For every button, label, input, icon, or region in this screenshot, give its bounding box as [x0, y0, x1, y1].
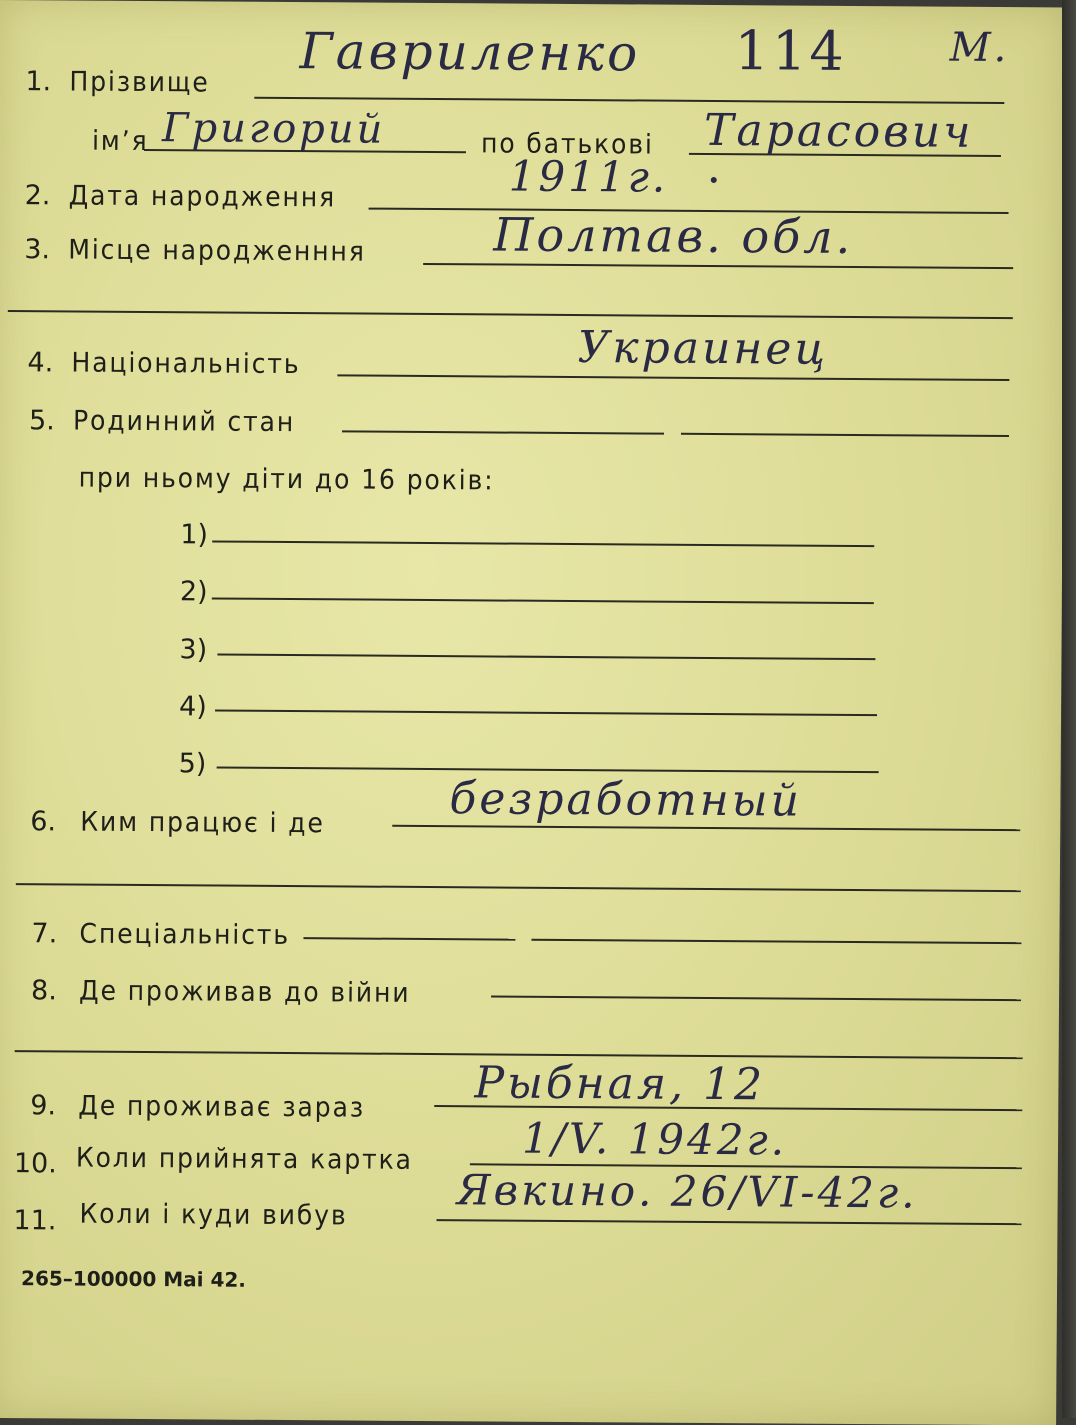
q1-label: Прізвище — [69, 66, 210, 99]
child-line-1 — [212, 540, 874, 547]
q11-value: Явкино. 26/VI-42г. — [456, 1165, 918, 1218]
child-label-1: 1) — [180, 519, 209, 551]
q11-number: 11. — [13, 1205, 57, 1237]
q1-number: 1. — [25, 66, 52, 98]
q6-extra-line — [16, 883, 1021, 892]
q7-label: Спеціальність — [79, 918, 291, 952]
child-line-4 — [215, 710, 877, 717]
children-heading: при ньому діти до 16 років: — [78, 462, 495, 497]
q1-line — [254, 97, 1004, 104]
patronymic-value: Тарасович — [703, 104, 974, 158]
q2-label: Дата народження — [68, 180, 337, 214]
ink-dot — [711, 177, 717, 183]
child-label-4: 4) — [178, 691, 207, 723]
q3-value: Полтав. обл. — [493, 207, 854, 264]
child-line-2 — [212, 597, 874, 604]
q11-label: Коли і куди вибув — [79, 1198, 348, 1232]
background-edge — [1062, 0, 1076, 1418]
print-code: 265–100000 Mai 42. — [20, 1266, 247, 1292]
q2-number: 2. — [24, 180, 51, 212]
q7-line-left — [303, 937, 515, 940]
q3-extra-line — [8, 310, 1013, 319]
q9-value: Рыбная, 12 — [474, 1057, 766, 1111]
q4-number: 4. — [27, 347, 54, 379]
child-label-3: 3) — [179, 634, 208, 666]
q7-line-right — [531, 939, 1021, 944]
q5-line-right — [681, 433, 1009, 437]
q1-surname-value: Гавриленко — [299, 22, 641, 83]
q1-extra-number: 114 — [734, 19, 847, 83]
q4-label: Національність — [71, 347, 301, 381]
q10-value: 1/V. 1942г. — [521, 1113, 788, 1165]
q10-number: 10. — [13, 1148, 57, 1180]
q6-value: безработный — [449, 773, 803, 827]
q7-number: 7. — [31, 918, 58, 950]
q8-label: Де проживав до війни — [78, 975, 411, 1009]
q10-label: Коли прийнята картка — [75, 1142, 413, 1176]
q5-line-left — [342, 430, 664, 434]
q6-number: 6. — [30, 806, 57, 838]
q6-label: Ким працює і де — [80, 806, 325, 840]
q3-number: 3. — [24, 234, 51, 266]
q11-line — [436, 1219, 1021, 1225]
q5-label: Родинний стан — [72, 405, 296, 439]
child-line-5 — [217, 767, 879, 774]
q8-line — [491, 995, 1021, 1001]
q9-label: Де проживає зараз — [78, 1090, 366, 1124]
child-label-2: 2) — [179, 576, 208, 608]
q1-corner-mark: М. — [949, 24, 1010, 72]
q3-label: Місце народженння — [68, 234, 366, 268]
patronymic-label: по батькові — [480, 128, 654, 161]
q9-number: 9. — [30, 1090, 57, 1122]
name-label: ім’я — [91, 125, 149, 158]
q2-value: 1911г. — [508, 151, 669, 202]
q8-number: 8. — [30, 975, 57, 1007]
q3-line — [423, 263, 1013, 269]
name-value: Григорий — [161, 105, 386, 153]
q4-value: Украинец — [577, 322, 829, 375]
child-label-5: 5) — [178, 748, 207, 780]
q5-number: 5. — [28, 405, 55, 437]
q4-line — [337, 374, 1009, 381]
child-line-3 — [217, 654, 875, 661]
